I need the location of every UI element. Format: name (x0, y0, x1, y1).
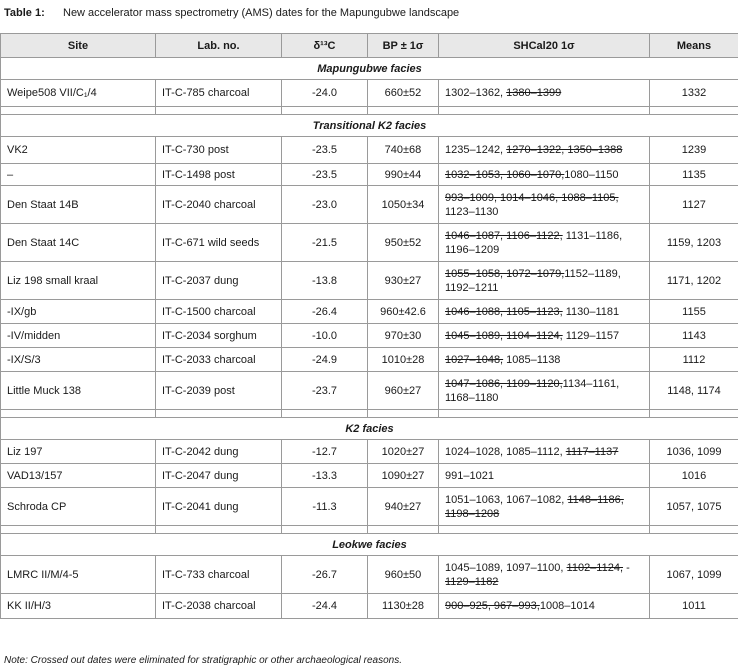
calibrated-range-line (445, 575, 643, 589)
table-row (1, 137, 738, 164)
spacer-cell (368, 526, 439, 534)
spacer-cell (439, 107, 650, 115)
facies-row (1, 58, 738, 80)
eliminated-date-range: 1045–1089, 1104–1124, (445, 329, 563, 342)
site-cell: KK II/H/3 (1, 594, 156, 619)
bp-cell: 1010±28 (368, 348, 439, 372)
spacer-cell (156, 107, 282, 115)
eliminated-date-range: 1380–1399 (506, 87, 562, 99)
means-cell: 1155 (650, 300, 738, 324)
d13c-cell: -26.7 (282, 556, 368, 594)
table-row (1, 440, 738, 464)
eliminated-date-range: 1046–1088, 1105–1123, (445, 305, 563, 318)
shcal20-cell (439, 594, 650, 619)
site-cell: Liz 197 (1, 440, 156, 464)
site-cell: VAD13/157 (1, 464, 156, 488)
eliminated-date-range: 1102–1124, (566, 561, 624, 574)
spacer-row (1, 526, 738, 534)
facies-heading: Mapungubwe facies (1, 58, 738, 80)
table-title: New accelerator mass spectrometry (AMS) dates for the Mapungubwe landscape (63, 7, 460, 19)
spacer-cell (282, 410, 368, 418)
facies-heading: Leokwe facies (1, 534, 738, 556)
table-row (1, 224, 738, 262)
spacer-cell (1, 107, 156, 115)
table-row (1, 324, 738, 348)
bp-cell: 1050±34 (368, 186, 439, 224)
calibrated-range-line (445, 281, 643, 295)
shcal20-cell (439, 348, 650, 372)
calibrated-range-line (445, 229, 643, 243)
date-range: 1129–1157 (562, 329, 620, 342)
shcal20-cell (439, 262, 650, 300)
bp-cell: 990±44 (368, 164, 439, 186)
site-cell: Weipe508 VII/C₁/4 (1, 80, 156, 107)
header-row (1, 34, 738, 58)
shcal20-cell (439, 164, 650, 186)
site-cell: -IX/gb (1, 300, 156, 324)
lab-no-cell: IT-C-2034 sorghum (156, 324, 282, 348)
table-label: Table 1: (4, 7, 45, 19)
d13c-cell: -26.4 (282, 300, 368, 324)
eliminated-date-range: 1129–1182 (445, 575, 499, 588)
site-cell: Schroda CP (1, 488, 156, 526)
table-row (1, 556, 738, 594)
facies-heading: K2 facies (1, 418, 738, 440)
eliminated-date-range: 993–1009, 1014–1046, 1088–1105, (445, 191, 619, 204)
calibrated-range-line (445, 143, 643, 157)
calibrated-range-line (445, 493, 643, 507)
spacer-cell (439, 410, 650, 418)
means-cell: 1067, 1099 (650, 556, 738, 594)
header-bp: BP ± 1σ (368, 34, 439, 58)
facies-row (1, 115, 738, 137)
bp-cell: 950±52 (368, 224, 439, 262)
lab-no-cell: IT-C-2047 dung (156, 464, 282, 488)
eliminated-date-range: 1046–1087, 1106–1122, (445, 229, 563, 242)
spacer-cell (650, 526, 738, 534)
table-row (1, 488, 738, 526)
site-cell: Little Muck 138 (1, 372, 156, 410)
calibrated-range-line (445, 469, 643, 483)
shcal20-cell (439, 556, 650, 594)
spacer-cell (156, 410, 282, 418)
d13c-cell: -12.7 (282, 440, 368, 464)
bp-cell: 930±27 (368, 262, 439, 300)
spacer-cell (439, 526, 650, 534)
table-row (1, 186, 738, 224)
lab-no-cell: IT-C-2040 charcoal (156, 186, 282, 224)
d13c-cell: -11.3 (282, 488, 368, 526)
calibrated-range-line (445, 445, 643, 459)
facies-row (1, 534, 738, 556)
bp-cell: 660±52 (368, 80, 439, 107)
means-cell: 1127 (650, 186, 738, 224)
lab-no-cell: IT-C-671 wild seeds (156, 224, 282, 262)
date-range: 991–1021 (445, 469, 494, 482)
means-cell: 1016 (650, 464, 738, 488)
date-range: 1080–1150 (564, 168, 619, 181)
calibrated-range-line (445, 391, 643, 405)
date-range: 1168–1180 (445, 391, 499, 404)
lab-no-cell: IT-C-2037 dung (156, 262, 282, 300)
bp-cell: 960±50 (368, 556, 439, 594)
date-range: 1085–1138 (503, 353, 561, 366)
d13c-cell: -23.5 (282, 137, 368, 164)
bp-cell: 960±27 (368, 372, 439, 410)
calibrated-range-line (445, 329, 643, 343)
table-body (1, 58, 738, 619)
table-row (1, 464, 738, 488)
date-range: 1130–1181 (562, 305, 620, 318)
shcal20-cell (439, 324, 650, 348)
d13c-cell: -23.7 (282, 372, 368, 410)
means-cell: 1135 (650, 164, 738, 186)
spacer-row (1, 107, 738, 115)
table-row (1, 164, 738, 186)
calibrated-range-line (445, 243, 643, 257)
site-cell: – (1, 164, 156, 186)
spacer-cell (650, 410, 738, 418)
spacer-cell (368, 107, 439, 115)
lab-no-cell: IT-C-733 charcoal (156, 556, 282, 594)
shcal20-cell (439, 464, 650, 488)
calibrated-range-line (445, 267, 643, 281)
eliminated-date-range: 1198–1208 (445, 507, 500, 520)
table-row (1, 80, 738, 107)
date-range: 1008–1014 (539, 600, 595, 612)
header-site: Site (1, 34, 156, 58)
eliminated-date-range: 1027–1048, (445, 353, 504, 366)
d13c-cell: -23.0 (282, 186, 368, 224)
d13c-cell: -10.0 (282, 324, 368, 348)
date-range: - (623, 561, 630, 574)
bp-cell: 1090±27 (368, 464, 439, 488)
date-range: 1302–1362, (445, 87, 507, 99)
means-cell: 1057, 1075 (650, 488, 738, 526)
means-cell: 1332 (650, 80, 738, 107)
table-row (1, 348, 738, 372)
bp-cell: 960±42.6 (368, 300, 439, 324)
date-range: 1134–1161, (562, 377, 620, 390)
means-cell: 1159, 1203 (650, 224, 738, 262)
d13c-cell: -24.4 (282, 594, 368, 619)
header-lab-no: Lab. no. (156, 34, 282, 58)
date-range: 1123–1130 (445, 205, 499, 218)
eliminated-date-range: 900–925, 967–993, (445, 600, 540, 612)
site-cell: VK2 (1, 137, 156, 164)
eliminated-date-range: 1148–1186, (567, 493, 624, 506)
facies-heading: Transitional K2 facies (1, 115, 738, 137)
spacer-cell (650, 107, 738, 115)
calibrated-range-line (445, 86, 643, 100)
means-cell: 1239 (650, 137, 738, 164)
calibrated-range-line (445, 168, 643, 182)
lab-no-cell: IT-C-785 charcoal (156, 80, 282, 107)
facies-row (1, 418, 738, 440)
calibrated-range-line (445, 599, 643, 613)
lab-no-cell: IT-C-1498 post (156, 164, 282, 186)
calibrated-range-line (445, 507, 643, 521)
spacer-row (1, 410, 738, 418)
shcal20-cell (439, 186, 650, 224)
lab-no-cell: IT-C-730 post (156, 137, 282, 164)
header-shcal20: SHCal20 1σ (439, 34, 650, 58)
eliminated-date-range: 1117–1137 (565, 445, 619, 458)
shcal20-cell (439, 372, 650, 410)
date-range: 1192–1211 (445, 281, 499, 294)
date-range: 1152–1189, (564, 267, 621, 280)
shcal20-cell (439, 224, 650, 262)
table-caption (4, 6, 459, 20)
spacer-cell (1, 410, 156, 418)
d13c-cell: -24.9 (282, 348, 368, 372)
lab-no-cell: IT-C-2038 charcoal (156, 594, 282, 619)
d13c-cell: -21.5 (282, 224, 368, 262)
site-cell: -IV/midden (1, 324, 156, 348)
date-range: 1131–1186, (562, 229, 623, 242)
means-cell: 1143 (650, 324, 738, 348)
date-range: 1024–1028, 1085–1112, (445, 445, 566, 458)
calibrated-range-line (445, 353, 643, 367)
bp-cell: 740±68 (368, 137, 439, 164)
shcal20-cell (439, 137, 650, 164)
site-cell: -IX/S/3 (1, 348, 156, 372)
means-cell: 1171, 1202 (650, 262, 738, 300)
eliminated-date-range: 1055–1058, 1072–1079, (445, 267, 565, 280)
calibrated-range-line (445, 561, 643, 575)
spacer-cell (1, 526, 156, 534)
shcal20-cell (439, 300, 650, 324)
shcal20-cell (439, 80, 650, 107)
date-range: 1045–1089, 1097–1100, (445, 561, 567, 574)
header-d13c: δ¹³C (282, 34, 368, 58)
spacer-cell (156, 526, 282, 534)
calibrated-range-line (445, 377, 643, 391)
spacer-cell (282, 107, 368, 115)
table-row (1, 372, 738, 410)
site-cell: Liz 198 small kraal (1, 262, 156, 300)
spacer-cell (368, 410, 439, 418)
means-cell: 1036, 1099 (650, 440, 738, 464)
lab-no-cell: IT-C-2039 post (156, 372, 282, 410)
ams-dates-table (0, 33, 738, 619)
site-cell: LMRC II/M/4-5 (1, 556, 156, 594)
shcal20-cell (439, 488, 650, 526)
shcal20-cell (439, 440, 650, 464)
d13c-cell: -13.3 (282, 464, 368, 488)
bp-cell: 940±27 (368, 488, 439, 526)
site-cell: Den Staat 14B (1, 186, 156, 224)
means-cell: 1148, 1174 (650, 372, 738, 410)
table-row (1, 300, 738, 324)
lab-no-cell: IT-C-2042 dung (156, 440, 282, 464)
footnote: Note: Crossed out dates were eliminated for stratigraphic or other archaeological reasons. (4, 655, 402, 666)
eliminated-date-range: 1032–1053, 1060–1070, (445, 168, 565, 181)
lab-no-cell: IT-C-2041 dung (156, 488, 282, 526)
date-range: 1196–1209 (445, 243, 500, 256)
lab-no-cell: IT-C-1500 charcoal (156, 300, 282, 324)
lab-no-cell: IT-C-2033 charcoal (156, 348, 282, 372)
eliminated-date-range: 1047–1086, 1109–1120, (445, 377, 563, 390)
site-cell: Den Staat 14C (1, 224, 156, 262)
means-cell: 1112 (650, 348, 738, 372)
eliminated-date-range: 1270–1322, 1350–1388 (506, 144, 623, 156)
d13c-cell: -24.0 (282, 80, 368, 107)
date-range: 1235–1242, (445, 144, 507, 156)
bp-cell: 970±30 (368, 324, 439, 348)
d13c-cell: -23.5 (282, 164, 368, 186)
table-row (1, 262, 738, 300)
calibrated-range-line (445, 191, 643, 205)
bp-cell: 1130±28 (368, 594, 439, 619)
spacer-cell (282, 526, 368, 534)
means-cell: 1011 (650, 594, 738, 619)
calibrated-range-line (445, 205, 643, 219)
date-range: 1051–1063, 1067–1082, (445, 493, 568, 506)
calibrated-range-line (445, 305, 643, 319)
table-row (1, 594, 738, 619)
header-means: Means (650, 34, 738, 58)
d13c-cell: -13.8 (282, 262, 368, 300)
bp-cell: 1020±27 (368, 440, 439, 464)
